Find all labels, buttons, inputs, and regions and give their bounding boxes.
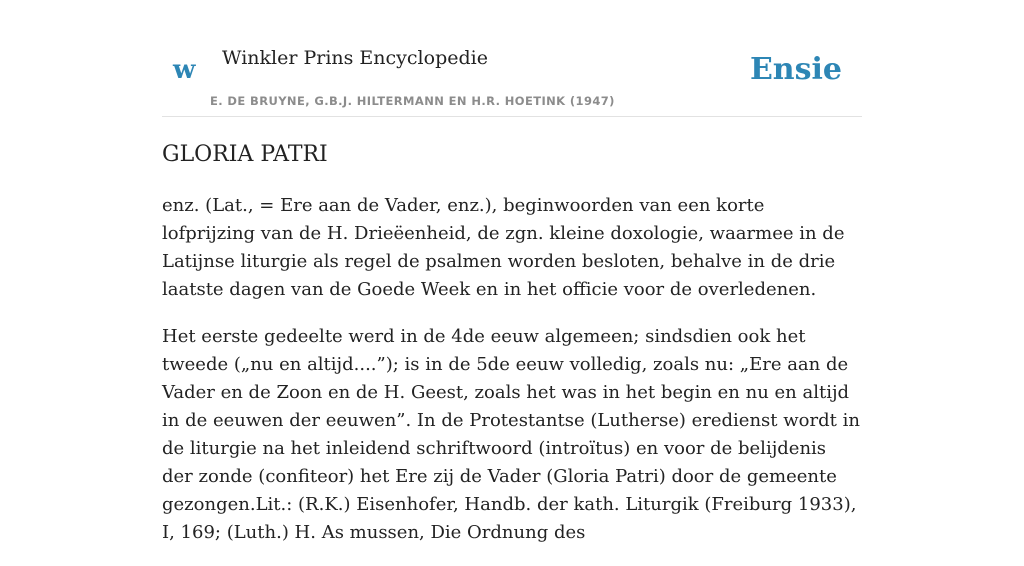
article-paragraph: Het eerste gedeelte werd in de 4de eeuw algemeen; sindsdien ook het tweede („nu en altijd....”); is in de 5de eeuw volledig, zoals nu: „Ere aan de Vader en de Zoon en de H. Geest, zoals het was in het begin en nu en altijd in de eeuwen der eeuwen”. In de Protestantse (Lutherse) eredienst wordt in de liturgie na het inleidend schriftwoord (introïtus) en voor de belijdenis der zonde (confiteor) het Ere zij de Vader (Gloria Patri) door de gemeente gezongen.Lit.: (R.K.) Eisenhofer, Handb. der kath. Liturgik (Freiburg 1933), I, 169; (Luth.) H. As mussen, Die Ordnung des bbox=[162, 326, 860, 543]
page bbox=[162, 0, 862, 543]
article-body bbox=[162, 192, 862, 566]
article-title: GLORIA PATRI bbox=[162, 142, 328, 167]
header bbox=[162, 0, 862, 117]
publication-authors: E. DE BRUYNE, G.B.J. HILTERMANN EN H.R. HOETINK (1947) bbox=[210, 94, 615, 108]
ensie-brand-link[interactable]: Ensie bbox=[749, 52, 842, 87]
article-paragraph: enz. (Lat., = Ere aan de Vader, enz.), beginwoorden van een korte lofprijzing van de H. Drieëenheid, de zgn. kleine doxologie, waarmee in de Latijnse liturgie als regel de psalmen worden besloten, behalve in de drie laatste dagen van de Goede Week en in het officie voor de overledenen. bbox=[162, 195, 845, 300]
publication-title[interactable]: Winkler Prins Encyclopedie bbox=[222, 47, 488, 69]
publication-logo-icon[interactable]: w bbox=[173, 55, 196, 85]
